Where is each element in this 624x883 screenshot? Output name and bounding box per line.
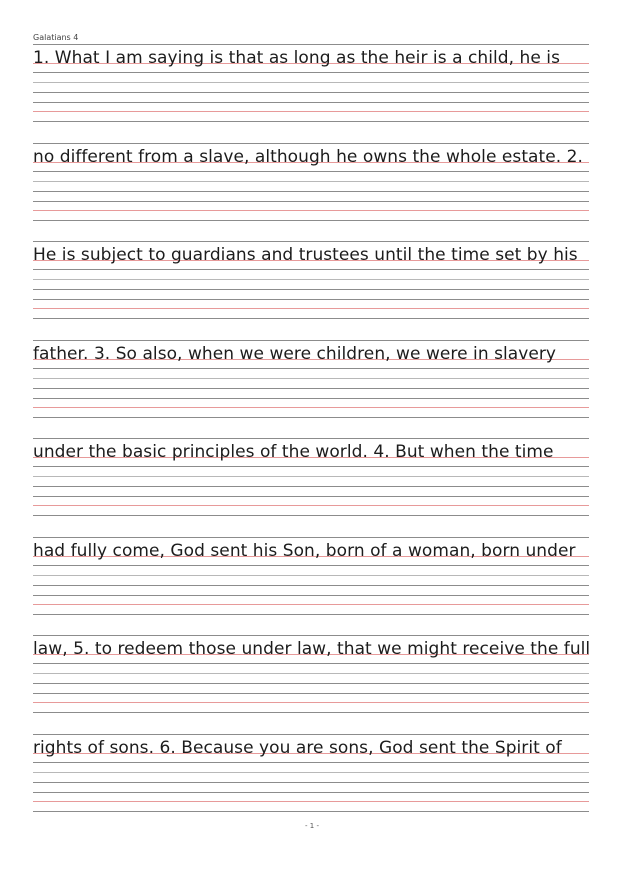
practice-line-5: under the basic principles of the world. 4. But when the time: [33, 442, 554, 462]
practice-line-6: had fully come, God sent his Son, born of a woman, born under: [33, 541, 576, 561]
writing-sheet: [33, 0, 589, 883]
writing-block: [33, 438, 589, 528]
practice-line-1: 1. What I am saying is that as long as the heir is a child, he is: [33, 48, 560, 68]
writing-block: [33, 537, 589, 627]
page-number: - 1 -: [305, 822, 319, 830]
writing-block: [33, 143, 589, 233]
writing-block: [33, 340, 589, 430]
writing-block: [33, 635, 589, 725]
page-header: Galatians 4: [33, 33, 79, 42]
practice-line-4: father. 3. So also, when we were children, we were in slavery: [33, 344, 557, 364]
practice-line-2: no different from a slave, although he owns the whole estate. 2.: [33, 147, 583, 167]
writing-block: [33, 44, 589, 134]
practice-line-7: law, 5. to redeem those under law, that we might receive the full: [33, 639, 591, 659]
practice-line-3: He is subject to guardians and trustees until the time set by his: [33, 245, 578, 265]
writing-block: [33, 241, 589, 331]
writing-block: [33, 734, 589, 824]
practice-line-8: rights of sons. 6. Because you are sons, God sent the Spirit of: [33, 738, 562, 758]
